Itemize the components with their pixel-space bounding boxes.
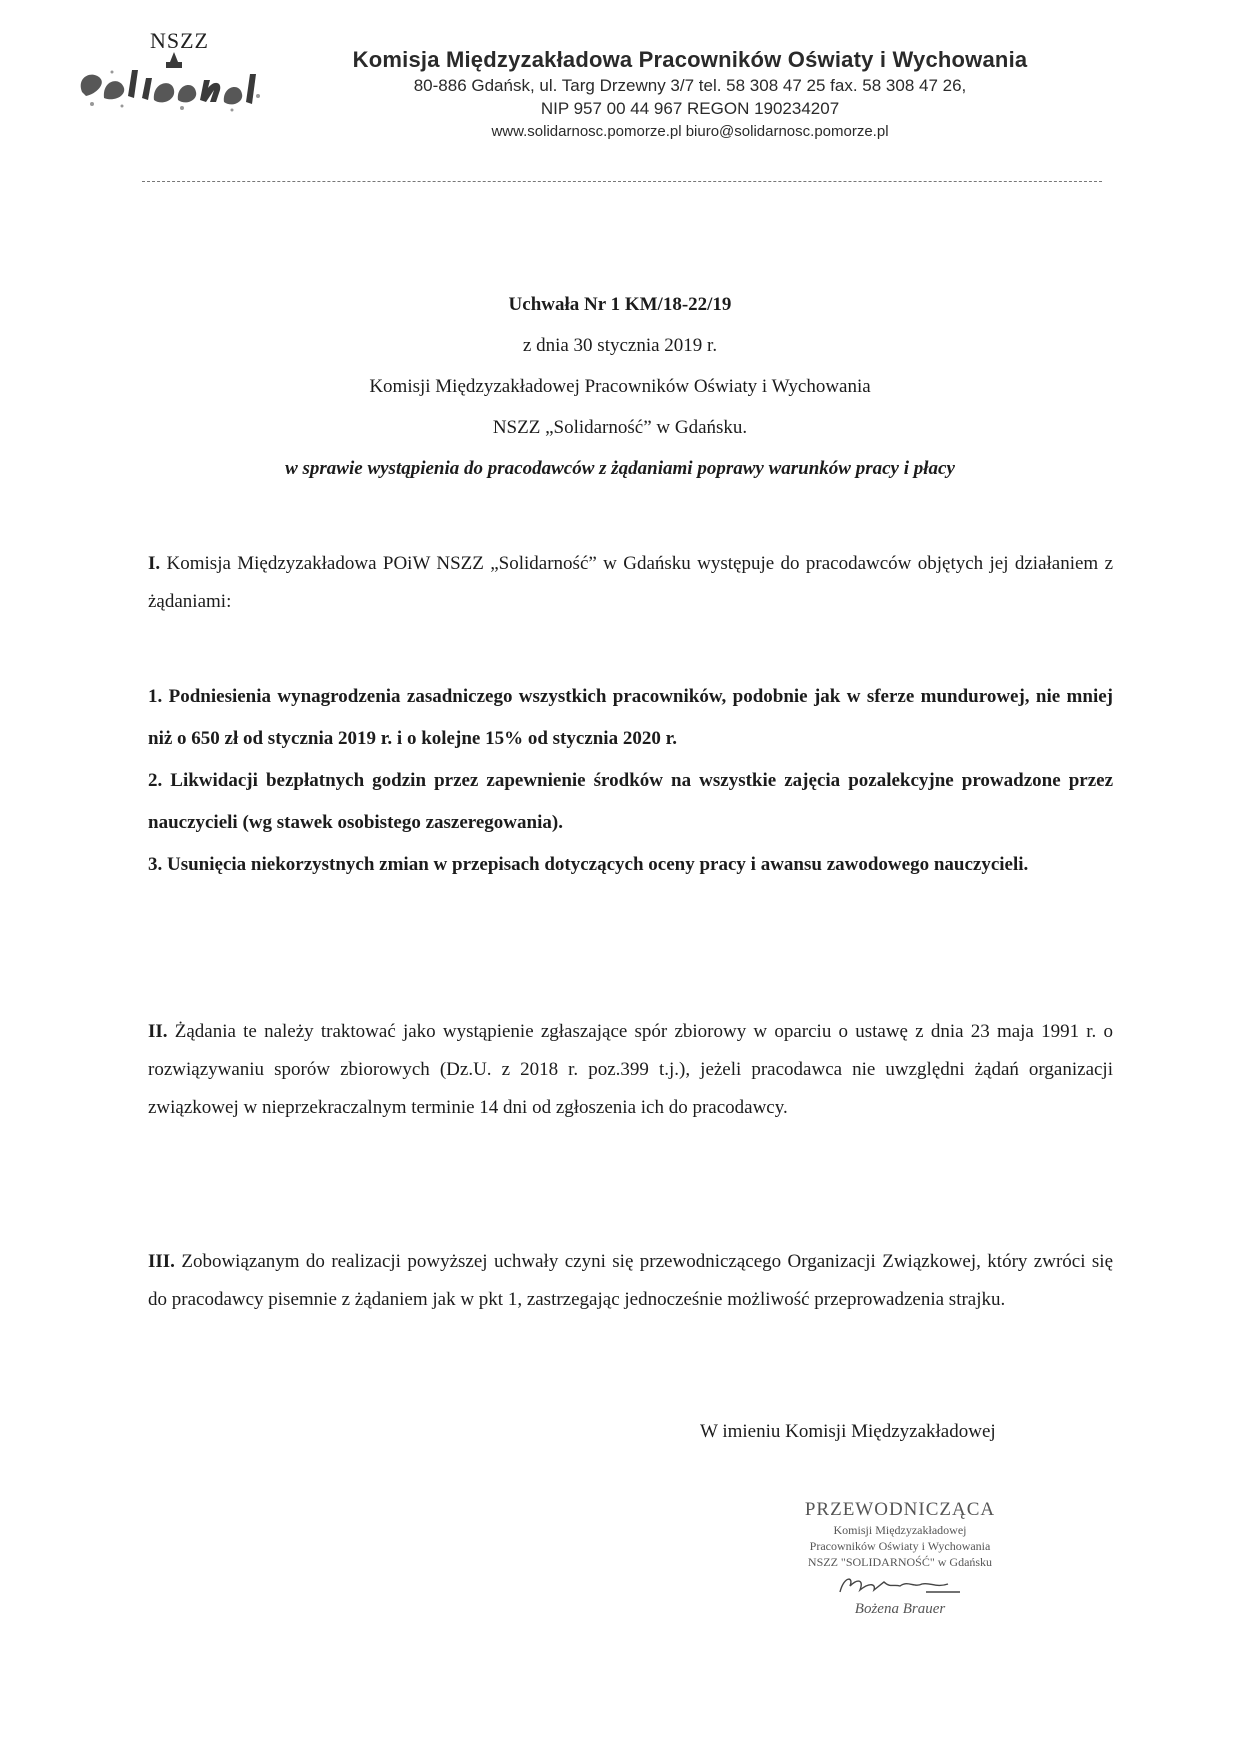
resolution-subject: w sprawie wystąpienia do pracodawców z żądaniami poprawy warunków pracy i płacy xyxy=(285,458,955,479)
handwritten-signature-icon xyxy=(830,1572,970,1598)
stamp-title: PRZEWODNICZĄCA xyxy=(804,1499,996,1520)
resolution-body: Komisji Międzyzakładowej Pracowników Oświaty i Wychowania xyxy=(369,376,871,397)
resolution-date: z dnia 30 stycznia 2019 r. xyxy=(522,335,718,356)
section-1 xyxy=(148,545,1113,621)
organization-name: Komisja Międzyzakładowa Pracowników Oświaty i Wychowania xyxy=(352,47,1028,72)
chairperson-stamp xyxy=(740,1498,1060,1620)
demand-item: 3. Usunięcia niekorzystnych zmian w przepisach dotyczących oceny pracy i awansu zawodowego nauczycieli. xyxy=(148,854,1029,875)
section-1-label: I. xyxy=(148,553,161,574)
stamp-line: NSZZ "SOLIDARNOŚĆ" w Gdańsku xyxy=(807,1555,993,1569)
section-2-text: Żądania te należy traktować jako wystąpienie zgłaszające spór zbiorowy w oparciu o ustawę z dnia 23 maja 1991 r. o rozwiązywaniu sporów zbiorowych (Dz.U. z 2018 r. poz.399 t.j.), jeżeli pracodawca nie uwzględni żądań organizacji związkowej w nieprzekraczalnym terminie 14 dni od zgłoszenia ich do pracodawcy. xyxy=(148,1021,1114,1118)
section-2-label: II. xyxy=(148,1021,168,1042)
section-1-text: Komisja Międzyzakładowa POiW NSZZ „Solidarność” w Gdańsku występuje do pracodawców objętych jej działaniem z żądaniami: xyxy=(148,553,1113,612)
resolution-union: NSZZ „Solidarność” w Gdańsku. xyxy=(492,417,748,438)
signatory-name: Bożena Brauer xyxy=(854,1601,946,1617)
demands-list xyxy=(148,676,1113,886)
section-3-label: III. xyxy=(148,1251,175,1272)
address-line: 80-886 Gdańsk, ul. Targ Drzewny 3/7 tel. 58 308 47 25 fax. 58 308 47 26, xyxy=(413,76,967,95)
solidarnosc-logo xyxy=(62,22,272,117)
signature-intro: W imieniu Komisji Międzyzakładowej xyxy=(700,1421,996,1442)
tax-ids-line: NIP 957 00 44 967 REGON 190234207 xyxy=(540,99,840,118)
demand-item: 1. Podniesienia wynagrodzenia zasadniczego wszystkich pracowników, podobnie jak w sferze mundurowej, nie mniej niż o 650 zł od stycznia 2019 r. i o kolejne 15% od stycznia 2020 r. xyxy=(148,686,1113,749)
demand-item: 2. Likwidacji bezpłatnych godzin przez zapewnienie środków na wszystkie zajęcia pozalekcyjne prowadzone przez nauczycieli (wg stawek osobistego zaszeregowania). xyxy=(148,770,1113,833)
letterhead xyxy=(300,46,1080,143)
section-3-text: Zobowiązanym do realizacji powyższej uchwały czyni się przewodniczącego Organizacji Związkowej, który zwróci się do pracodawcy pisemnie z żądaniem jak w pkt 1, zastrzegając jednocześnie możliwość przeprowadzenia strajku. xyxy=(148,1251,1114,1310)
logo-nszz-text: NSZZ xyxy=(150,28,209,53)
web-email-line: www.solidarnosc.pomorze.pl biuro@solidarnosc.pomorze.pl xyxy=(491,123,889,140)
resolution-number: Uchwała Nr 1 KM/18-22/19 xyxy=(508,294,732,315)
section-2 xyxy=(148,1013,1113,1127)
stamp-line: Pracowników Oświaty i Wychowania xyxy=(809,1539,991,1553)
stamp-line: Komisji Międzyzakładowej xyxy=(833,1523,967,1537)
section-3 xyxy=(148,1243,1113,1319)
header-divider xyxy=(142,181,1102,182)
resolution-title xyxy=(140,284,1100,489)
